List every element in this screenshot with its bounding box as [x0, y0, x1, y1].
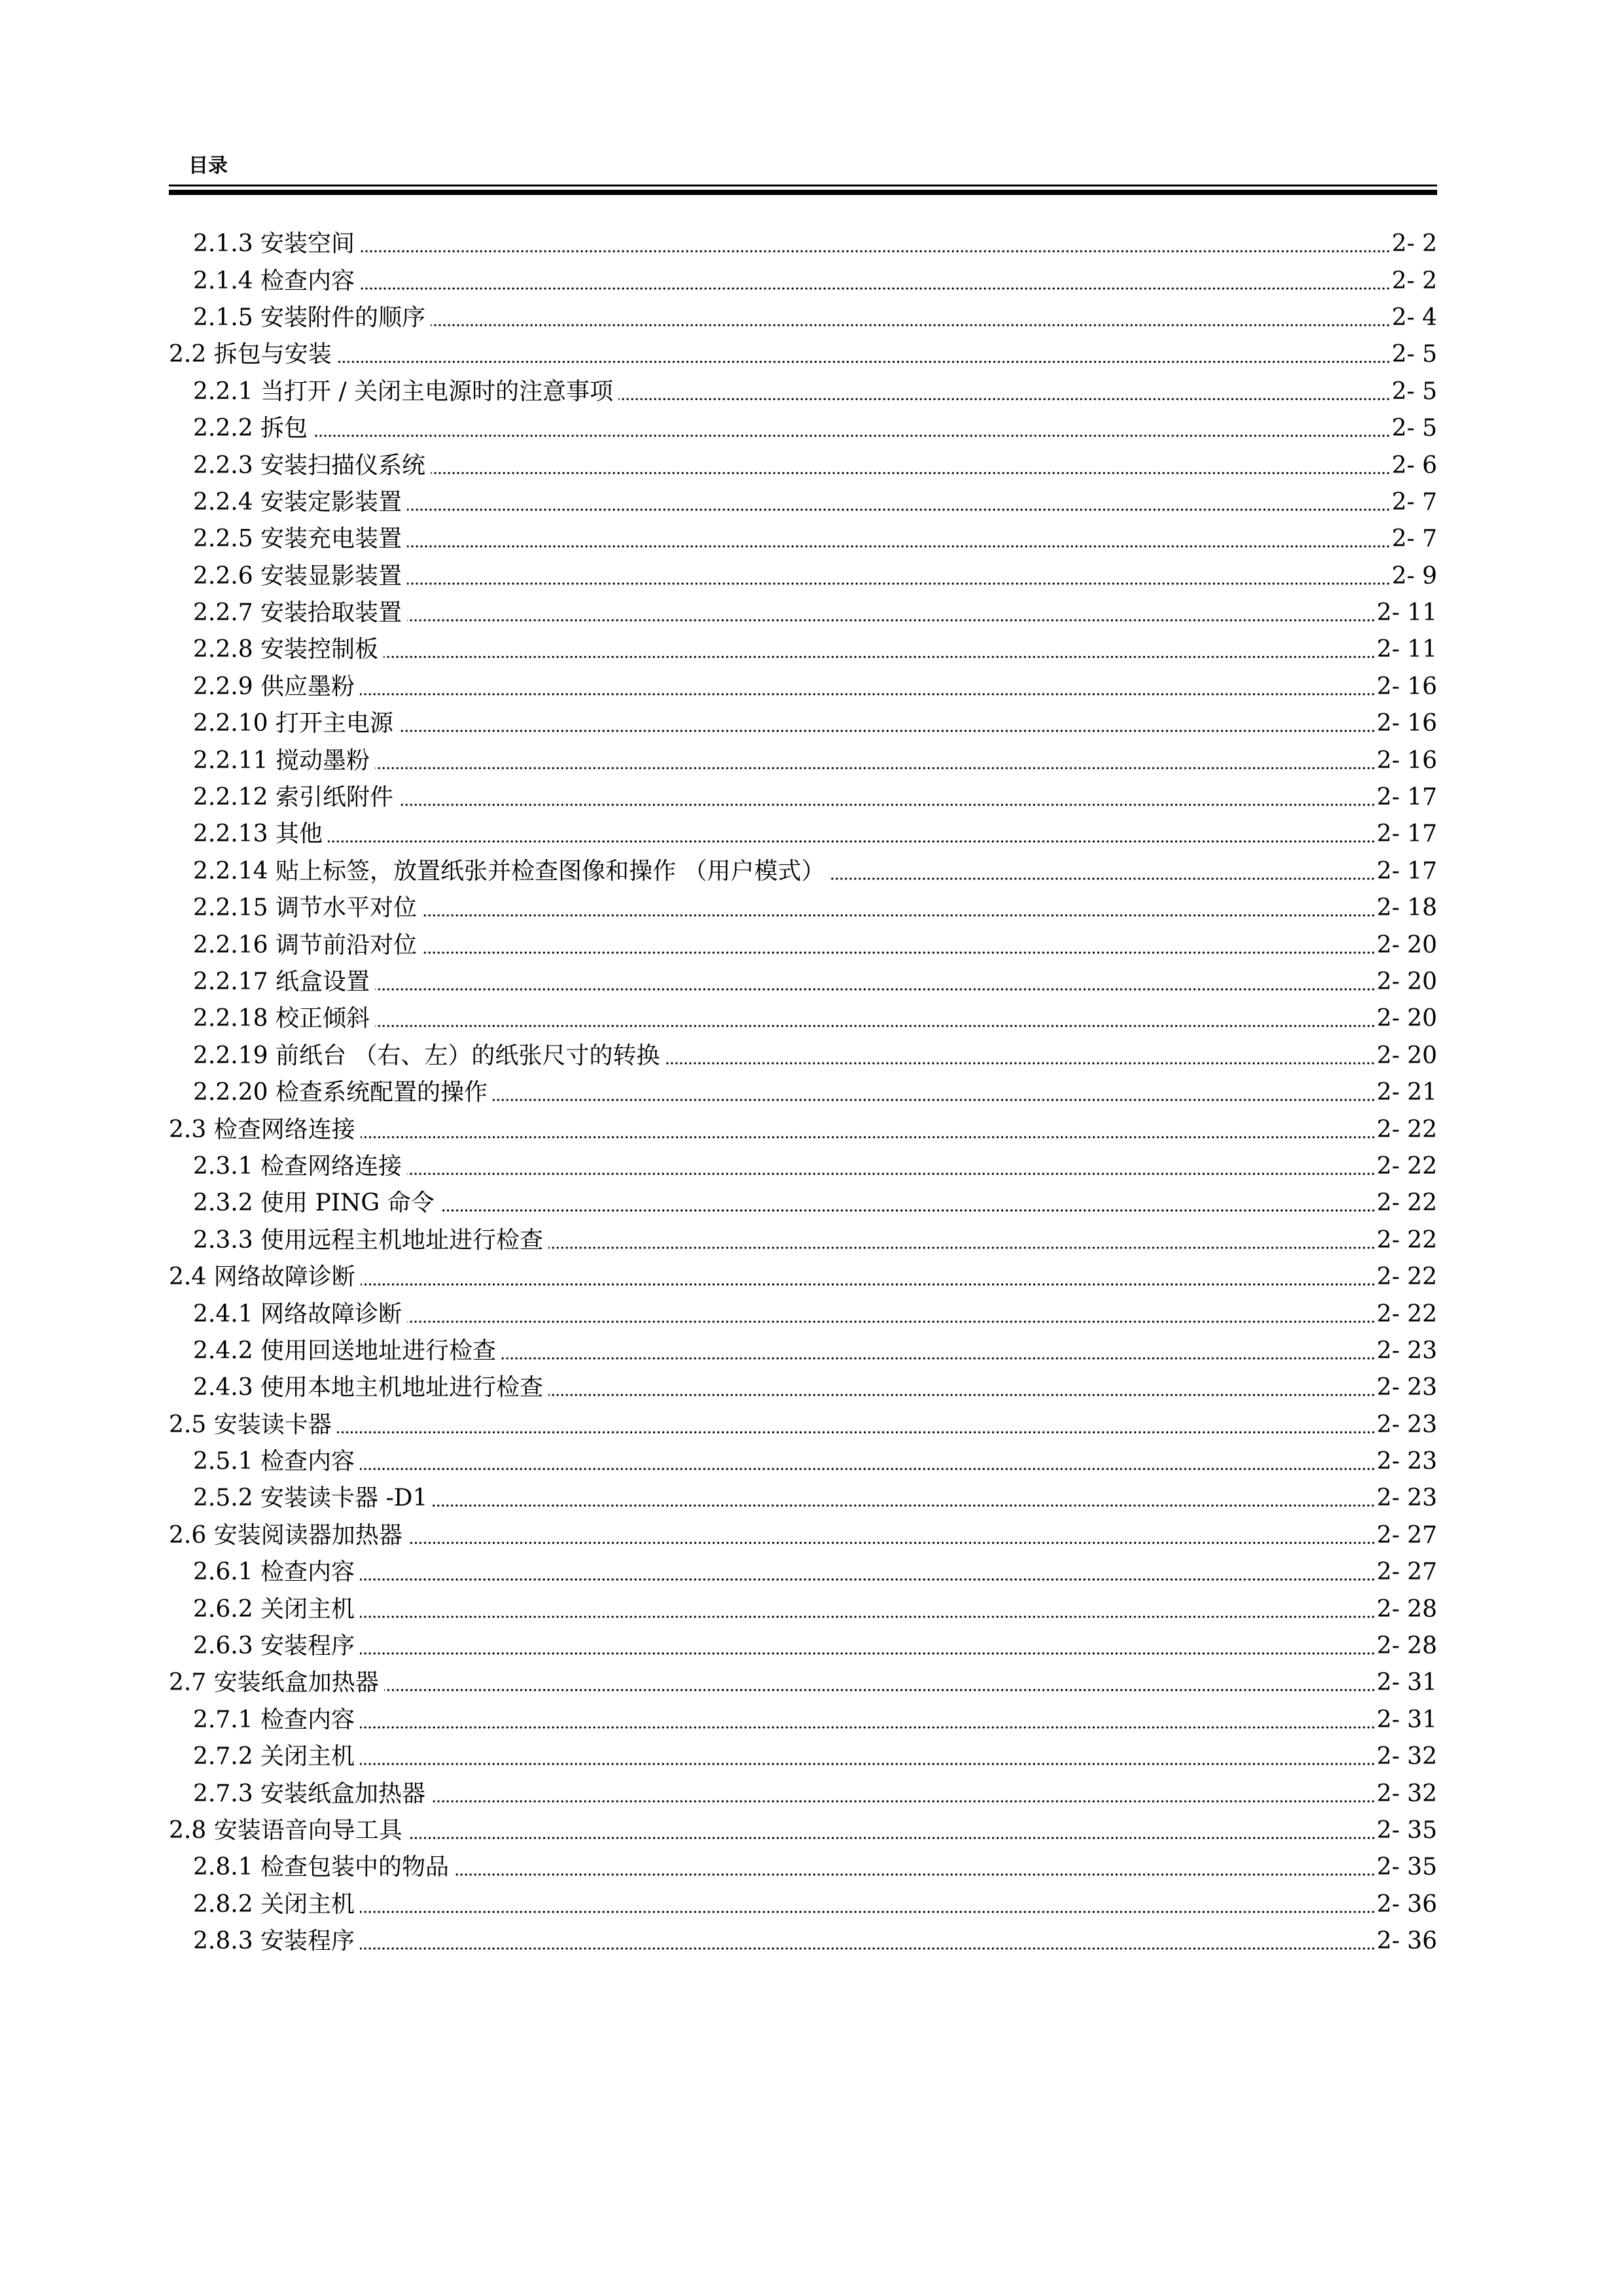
- dot-leader: [440, 1209, 1376, 1212]
- toc-entry[interactable]: [169, 742, 1437, 779]
- dot-leader: [360, 1910, 1376, 1914]
- toc-entry-label: 2.2.5 安装充电装置: [193, 525, 402, 553]
- toc-entry-label: 2.6 安装阅读器加热器: [169, 1521, 402, 1549]
- dot-leader: [383, 655, 1376, 659]
- toc-entry-label: 2.2.12 索引纸附件: [193, 784, 393, 811]
- toc-entry-page: 2- 22: [1376, 1116, 1437, 1143]
- toc-entry[interactable]: [169, 1702, 1437, 1739]
- toc-entry-label: 2.3 检查网络连接: [169, 1116, 355, 1143]
- dot-leader: [360, 1467, 1376, 1471]
- toc-entry-page: 2- 31: [1376, 1669, 1437, 1697]
- dot-leader: [408, 1541, 1376, 1545]
- toc-entry-label: 2.1.4 检查内容: [193, 267, 355, 294]
- dot-leader: [431, 1799, 1376, 1803]
- dot-leader: [361, 1282, 1376, 1286]
- toc-entry[interactable]: [169, 705, 1437, 742]
- toc-entry-label: 2.5.1 检查内容: [193, 1448, 355, 1475]
- page-header-title: 目录: [188, 154, 228, 177]
- toc-entry-page: 2- 16: [1376, 710, 1437, 737]
- dot-leader: [337, 1430, 1376, 1434]
- dot-leader: [328, 839, 1376, 843]
- toc-entry-page: 2- 31: [1376, 1706, 1437, 1733]
- toc-entry-page: 2- 16: [1376, 673, 1437, 700]
- toc-entry-label: 2.7.3 安装纸盒加热器: [193, 1780, 426, 1807]
- toc-entry[interactable]: [169, 1739, 1437, 1775]
- toc-entry-label: 2.1.3 安装空间: [193, 230, 355, 258]
- toc-entry-label: 2.2.18 校正倾斜: [193, 1005, 370, 1033]
- toc-entry-label: 2.3.3 使用远程主机地址进行检查: [193, 1226, 544, 1254]
- toc-entry-label: 2.2.9 供应墨粉: [193, 673, 355, 700]
- toc-entry-page: 2- 22: [1376, 1152, 1437, 1180]
- toc-entry[interactable]: [169, 1259, 1437, 1296]
- toc-entry-page: 2- 7: [1391, 488, 1437, 516]
- dot-leader: [407, 508, 1391, 512]
- toc-entry[interactable]: [169, 1480, 1437, 1517]
- toc-entry-page: 2- 20: [1376, 931, 1437, 959]
- toc-entry[interactable]: [169, 1775, 1437, 1812]
- toc-entry[interactable]: [169, 300, 1437, 336]
- toc-entry-label: 2.3.1 检查网络连接: [193, 1152, 402, 1180]
- toc-entry-page: 2- 7: [1391, 525, 1437, 553]
- toc-entry-page: 2- 22: [1376, 1300, 1437, 1328]
- toc-entry[interactable]: [169, 374, 1437, 410]
- dot-leader: [548, 1393, 1376, 1397]
- dot-leader: [360, 249, 1391, 253]
- toc-entry[interactable]: [169, 1628, 1437, 1665]
- toc-entry-label: 2.2.6 安装显影装置: [193, 562, 402, 590]
- toc-entry[interactable]: [169, 226, 1437, 262]
- toc-entry-label: 2.7.2 关闭主机: [193, 1743, 355, 1771]
- toc-entry-page: 2- 11: [1376, 636, 1437, 663]
- toc-entry-page: 2- 35: [1376, 1854, 1437, 1881]
- toc-entry[interactable]: [169, 1074, 1437, 1111]
- toc-entry-label: 2.2 拆包与安装: [169, 341, 332, 368]
- toc-entry-label: 2.5 安装读卡器: [169, 1411, 332, 1438]
- toc-entry-label: 2.2.13 其他: [193, 821, 323, 848]
- toc-entry[interactable]: [169, 521, 1437, 557]
- toc-entry[interactable]: [169, 1591, 1437, 1627]
- toc-entry[interactable]: [169, 262, 1437, 299]
- toc-entry-page: 2- 32: [1376, 1743, 1437, 1771]
- toc-entry[interactable]: [169, 631, 1437, 668]
- toc-entry-label: 2.2.3 安装扫描仪系统: [193, 451, 426, 479]
- toc-entry-page: 2- 2: [1391, 230, 1437, 258]
- table-of-contents: [169, 226, 1437, 1960]
- dot-leader: [360, 1651, 1376, 1655]
- toc-entry-label: 2.2.11 搅动墨粉: [193, 747, 370, 774]
- toc-entry-page: 2- 21: [1376, 1079, 1437, 1106]
- dot-leader: [422, 913, 1376, 917]
- dot-leader: [433, 1504, 1375, 1508]
- toc-entry[interactable]: [169, 1038, 1437, 1074]
- toc-entry-label: 2.5.2 安装读卡器 -D1: [193, 1485, 428, 1512]
- toc-entry[interactable]: [169, 779, 1437, 816]
- dot-leader: [360, 1725, 1376, 1729]
- toc-entry[interactable]: [169, 1369, 1437, 1406]
- dot-leader: [407, 544, 1391, 548]
- toc-entry-page: 2- 5: [1391, 341, 1437, 368]
- toc-entry-label: 2.6.1 检查内容: [193, 1559, 355, 1586]
- dot-leader: [399, 729, 1376, 733]
- toc-entry[interactable]: [169, 1000, 1437, 1037]
- toc-entry-page: 2- 9: [1391, 562, 1437, 590]
- dot-leader: [361, 1135, 1376, 1139]
- toc-entry-label: 2.1.5 安装附件的顺序: [193, 304, 426, 331]
- toc-entry-page: 2- 32: [1376, 1780, 1437, 1807]
- toc-entry-label: 2.2.1 当打开 / 关闭主电源时的注意事项: [193, 378, 614, 405]
- toc-entry-label: 2.8.1 检查包装中的物品: [193, 1854, 450, 1881]
- dot-leader: [408, 1836, 1376, 1840]
- toc-entry-page: 2- 22: [1376, 1263, 1437, 1291]
- dot-leader: [360, 287, 1391, 291]
- toc-entry[interactable]: [169, 853, 1437, 890]
- toc-entry[interactable]: [169, 1923, 1437, 1960]
- toc-entry[interactable]: [169, 1886, 1437, 1923]
- toc-entry-label: 2.2.2 拆包: [193, 415, 308, 442]
- toc-entry-label: 2.2.15 调节水平对位: [193, 894, 417, 922]
- dot-leader: [431, 323, 1391, 327]
- toc-entry-page: 2- 11: [1376, 599, 1437, 627]
- toc-entry-page: 2- 2: [1391, 267, 1437, 294]
- toc-entry-page: 2- 27: [1376, 1521, 1437, 1549]
- dot-leader: [399, 803, 1376, 807]
- toc-entry-page: 2- 23: [1376, 1485, 1437, 1512]
- toc-entry-page: 2- 17: [1376, 857, 1437, 885]
- dot-leader: [375, 766, 1376, 770]
- toc-entry-page: 2- 35: [1376, 1816, 1437, 1844]
- dot-leader: [454, 1873, 1376, 1877]
- dot-leader: [422, 951, 1376, 955]
- dot-leader: [375, 987, 1376, 991]
- toc-entry-page: 2- 20: [1376, 1005, 1437, 1033]
- toc-entry[interactable]: [169, 927, 1437, 963]
- toc-entry[interactable]: [169, 816, 1437, 853]
- toc-entry-label: 2.7.1 检查内容: [193, 1706, 355, 1733]
- toc-entry[interactable]: [169, 1665, 1437, 1701]
- dot-leader: [407, 1172, 1376, 1176]
- toc-entry-page: 2- 23: [1376, 1337, 1437, 1364]
- toc-entry-label: 2.6.3 安装程序: [193, 1633, 355, 1660]
- toc-entry-page: 2- 20: [1376, 1042, 1437, 1069]
- toc-entry-label: 2.2.17 纸盒设置: [193, 968, 370, 995]
- toc-entry-label: 2.2.8 安装控制板: [193, 636, 379, 663]
- toc-entry-label: 2.2.14 贴上标签，放置纸张并检查图像和操作 （用户模式）: [193, 857, 825, 885]
- toc-entry-page: 2- 36: [1376, 1890, 1437, 1918]
- toc-entry[interactable]: [169, 1222, 1437, 1259]
- toc-entry[interactable]: [169, 558, 1437, 595]
- toc-entry[interactable]: [169, 1407, 1437, 1443]
- toc-entry-label: 2.8.2 关闭主机: [193, 1890, 355, 1918]
- dot-leader: [375, 1024, 1376, 1028]
- toc-entry[interactable]: [169, 1554, 1437, 1591]
- toc-entry-label: 2.2.7 安装拾取装置: [193, 599, 402, 627]
- toc-entry-page: 2- 18: [1376, 894, 1437, 922]
- toc-entry[interactable]: [169, 890, 1437, 927]
- dot-leader: [337, 360, 1391, 364]
- toc-entry-page: 2- 22: [1376, 1226, 1437, 1254]
- toc-entry-page: 2- 6: [1391, 451, 1437, 479]
- toc-entry-page: 2- 20: [1376, 968, 1437, 995]
- toc-entry-page: 2- 22: [1376, 1190, 1437, 1217]
- toc-entry-label: 2.2.16 调节前沿对位: [193, 931, 417, 959]
- toc-entry-label: 2.7 安装纸盒加热器: [169, 1669, 379, 1697]
- dot-leader: [407, 1320, 1376, 1324]
- toc-entry-page: 2- 27: [1376, 1559, 1437, 1586]
- toc-entry-page: 2- 23: [1376, 1411, 1437, 1438]
- toc-entry-page: 2- 28: [1376, 1633, 1437, 1660]
- toc-entry-page: 2- 5: [1391, 378, 1437, 405]
- toc-entry-label: 2.8.3 安装程序: [193, 1928, 355, 1955]
- toc-entry[interactable]: [169, 1333, 1437, 1369]
- toc-entry[interactable]: [169, 447, 1437, 484]
- toc-entry-label: 2.4.3 使用本地主机地址进行检查: [193, 1374, 544, 1402]
- toc-entry[interactable]: [169, 1812, 1437, 1849]
- toc-entry-label: 2.2.4 安装定影装置: [193, 488, 402, 516]
- dot-leader: [407, 582, 1391, 586]
- dot-leader: [501, 1356, 1376, 1360]
- toc-entry-page: 2- 17: [1376, 784, 1437, 811]
- header-rule-thin: [169, 185, 1437, 186]
- toc-entry-label: 2.4.1 网络故障诊断: [193, 1300, 402, 1328]
- dot-leader: [618, 397, 1391, 401]
- toc-entry-label: 2.6.2 关闭主机: [193, 1595, 355, 1623]
- toc-entry[interactable]: [169, 964, 1437, 1000]
- toc-entry[interactable]: [169, 1148, 1437, 1185]
- dot-leader: [360, 1578, 1376, 1581]
- toc-entry[interactable]: [169, 669, 1437, 705]
- toc-entry-label: 2.4 网络故障诊断: [169, 1263, 355, 1291]
- dot-leader: [407, 618, 1376, 622]
- toc-entry-page: 2- 23: [1376, 1448, 1437, 1475]
- toc-entry[interactable]: [169, 1849, 1437, 1886]
- toc-entry-label: 2.2.20 检查系统配置的操作: [193, 1079, 488, 1106]
- toc-entry-page: 2- 5: [1391, 415, 1437, 442]
- toc-entry[interactable]: [169, 595, 1437, 631]
- dot-leader: [548, 1246, 1376, 1250]
- toc-entry-page: 2- 16: [1376, 747, 1437, 774]
- dot-leader: [431, 471, 1391, 475]
- dot-leader: [830, 877, 1375, 881]
- toc-entry[interactable]: [169, 1517, 1437, 1554]
- dot-leader: [360, 1615, 1376, 1619]
- toc-entry-label: 2.4.2 使用回送地址进行检查: [193, 1337, 497, 1364]
- toc-entry-page: 2- 36: [1376, 1928, 1437, 1955]
- toc-entry[interactable]: [169, 410, 1437, 447]
- toc-entry-label: 2.2.10 打开主电源: [193, 710, 393, 737]
- toc-entry[interactable]: [169, 1443, 1437, 1480]
- toc-entry-label: 2.8 安装语音向导工具: [169, 1816, 402, 1844]
- toc-entry[interactable]: [169, 1185, 1437, 1222]
- toc-entry-label: 2.2.19 前纸台 （右、左）的纸张尺寸的转换: [193, 1042, 660, 1069]
- toc-entry[interactable]: [169, 1111, 1437, 1148]
- toc-entry[interactable]: [169, 484, 1437, 521]
- dot-leader: [384, 1688, 1376, 1692]
- dot-leader: [313, 434, 1391, 438]
- toc-entry[interactable]: [169, 1296, 1437, 1332]
- toc-entry-page: 2- 28: [1376, 1595, 1437, 1623]
- header-rule-thick: [169, 190, 1437, 195]
- toc-entry-page: 2- 23: [1376, 1374, 1437, 1402]
- dot-leader: [493, 1098, 1376, 1102]
- dot-leader: [360, 1762, 1376, 1766]
- toc-entry-label: 2.3.2 使用 PING 命令: [193, 1190, 435, 1217]
- dot-leader: [360, 1947, 1376, 1951]
- toc-entry[interactable]: [169, 336, 1437, 373]
- toc-entry-page: 2- 17: [1376, 821, 1437, 848]
- dot-leader: [360, 692, 1376, 696]
- toc-entry-page: 2- 4: [1391, 304, 1437, 331]
- dot-leader: [665, 1061, 1375, 1065]
